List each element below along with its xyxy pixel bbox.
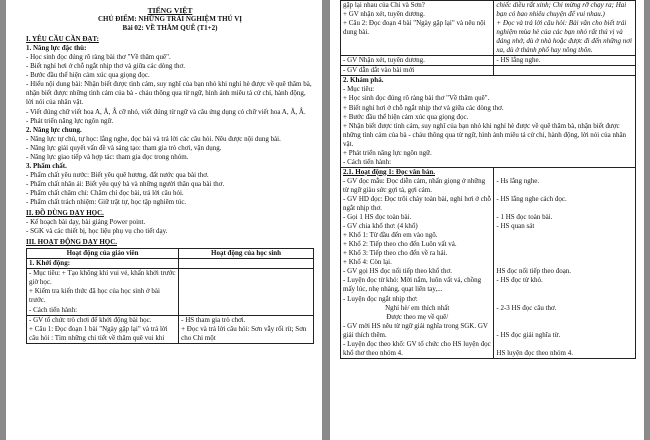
teacher-line: - Luyện đọc theo khổ: GV tổ chức cho HS luyện đọc khổ thơ theo nhóm 4. [343, 339, 491, 357]
text-line: - Viết đúng chữ viết hoa A, Ă, Â cỡ nhỏ, viết đúng từ ngữ và câu ứng dụng có chữ viết hoa A, Ă, Â. [26, 107, 306, 116]
table-cell: - GV Nhận xét, tuyên dương. [341, 56, 494, 66]
teacher-line: + Khổ 4: Còn lại. [343, 258, 392, 267]
text-line: - Phẩm chất chăm chỉ: Chăm chỉ đọc bài, trả lời câu hỏi. [26, 188, 184, 197]
text-line: - Phẩm chất nhân ái: Biết yêu quý bà và những người thân qua bài thơ. [26, 179, 225, 188]
teacher-line: Nghỉ hè/ em thích nhất [385, 303, 450, 312]
student-line [496, 258, 633, 267]
activity-table-continued [340, 0, 636, 359]
text-line: + Nhận biết được tình cảm, suy nghĩ của bạn nhỏ khi nghỉ hè được về quê thăm bà, nhận biết được những tình cảm của bà - cháu thông qua từ ngữ, hình ảnh miêu tả cử chỉ, hành động, lời nói của nhân vật. [343, 121, 627, 148]
student-line [496, 240, 633, 249]
student-line [496, 295, 633, 304]
text-line: - Năng lực tự chủ, tự học: lắng nghe, đọc bài và trả lời các câu hỏi. Nêu được nội dung bài. [26, 134, 281, 143]
subject-title: TIẾNG VIỆT [147, 6, 193, 15]
student-column-header: Hoạt động của học sinh [179, 249, 314, 259]
text-line: + Phát triển năng lực ngôn ngữ. [343, 148, 432, 157]
reading-student-lines [496, 177, 633, 358]
table-cell: gặp lại nhau của Chi và Sơn? + GV nhận xét, tuyên dương. + Câu 2: Đọc đoạn 4 bài "Ngày gặp lại" và nêu nội dung bài. [341, 1, 494, 56]
teacher-line: Được theo mẹ về quê/ [386, 312, 449, 321]
text-line: + Bước đầu thể hiện cảm xúc qua giọng đọc. [343, 112, 469, 121]
teacher-line: - GV mời HS nêu từ ngữ giải nghĩa trong SGK. GV giải thích thêm. [343, 321, 488, 339]
teacher-line: - Gọi 1 HS đọc toàn bài. [343, 213, 412, 222]
student-line: - 2-3 HS đọc câu thơ. [496, 303, 557, 312]
student-line: - HS quan sát [496, 222, 535, 231]
page-body [340, 0, 636, 440]
explore-lines [343, 85, 633, 166]
text-line: - Năng lực giao tiếp và hợp tác: tham gia đọc trong nhóm. [26, 152, 189, 161]
student-line [496, 204, 633, 213]
page-body [26, 6, 314, 440]
teacher-line: + Khổ 3: Tiếp theo cho đến về ra hái. [343, 249, 448, 258]
text-line: - Kế hoạch bài dạy, bài giảng Power point. [26, 218, 146, 227]
lesson-title: Bài 02: VỀ THĂM QUÊ (T1+2) [122, 24, 218, 33]
text-line: - Biết nghỉ hơi ở chỗ ngắt nhịp thơ và giữa các dòng thơ. [26, 62, 185, 71]
student-line [496, 231, 633, 240]
teacher-line: - Luyện đọc ngắt nhịp thơ: [343, 294, 418, 303]
teacher-line: + Khổ 1: Từ đầu đến em vào ngõ. [343, 231, 438, 240]
text-line: - Hiểu nội dung bài: Nhận biết được tình cảm, suy nghĩ của bạn nhỏ khi nghỉ hè được về quê thăm bà, nhận biết được những tình cảm của bà - cháu thông qua từ ngữ, hình ảnh miêu tả cử chỉ, hành động, lời nói của nhân vật. [26, 80, 312, 107]
activity-table [26, 248, 314, 343]
text-line: - Bước đầu thể hiện cảm xúc qua giọng đọc. [26, 71, 150, 80]
table-cell [179, 269, 314, 315]
warmup-heading: 1. Khởi động: [27, 259, 179, 269]
student-line [496, 249, 633, 258]
text-line: - Phát triển năng lực ngôn ngữ. [26, 116, 114, 125]
table-cell: chiếc diều rất xinh; Chi mừng rỡ chạy ra; Hai bạn có bao nhiêu chuyện để vui nhau.) + Đọc và trả lời câu hỏi: Bài văn cho biết trải nghiệm mùa hè của các bạn nhỏ rất thú vị và đáng nhớ, dù ở nhà hoặc được đi đến những nơi xa, dù ở thành phố hay nông thôn. [494, 1, 636, 56]
teacher-line: - Luyện đọc từ khó: Mời nắm, luôn vất vả, chồng mấy lúc, nhẹ nhàng, quạt liên tay,... [343, 276, 482, 294]
warmup-game-teacher: - GV tổ chức trò chơi để khởi động bài học. + Câu 1: Đọc đoạn 1 bài "Ngày gặp lại" và trả lời câu hỏi : Tìm những chi tiết về thăm quê vui khi [27, 315, 179, 343]
text-line: - Phẩm chất trách nhiệm: Giữ trật tự, học tập nghiêm túc. [26, 197, 187, 206]
text-line: - Năng lực giải quyết vấn đề và sáng tạo: tham gia trò chơi, vận dụng. [26, 143, 222, 152]
explore-section [341, 76, 636, 167]
section-heading: II. ĐỒ DÙNG DẠY HỌC. [26, 209, 104, 218]
student-line [496, 340, 633, 349]
text-line: - Cách tiến hành: [343, 157, 392, 166]
student-line: - 1 HS đọc toàn bài. [496, 213, 553, 222]
reading-teacher-lines [343, 177, 491, 358]
student-line: - HS đọc từ khó. [496, 276, 543, 285]
student-line [496, 186, 633, 195]
student-line: - HS đọc giải nghĩa từ. [496, 330, 561, 339]
student-line: - HS lắng nghe cách đọc. [496, 194, 567, 203]
student-line [496, 313, 633, 322]
warmup-game-student: - HS tham gia trò chơi. + Đọc và trả lời câu hỏi: Sơn vẫy rối rít; Sơn cho Chi một [179, 315, 314, 343]
text-line: + Biết nghỉ hơi ở chỗ ngắt nhịp thơ và giữa các dòng thơ. [343, 103, 504, 112]
document-page-left [6, 0, 322, 440]
table-cell: - HS lắng nghe. [494, 56, 636, 66]
section-heading: III. HOẠT ĐỘNG DẠY HỌC. [26, 238, 118, 247]
teacher-line: - GV gọi HS đọc nối tiếp theo khổ thơ. [343, 267, 452, 276]
section-heading: I. YÊU CẦU CẦN ĐẠT: [26, 35, 99, 44]
student-line: HS đọc nối tiếp theo đoạn. [496, 267, 572, 276]
student-line: - Hs lắng nghe. [496, 176, 540, 185]
text-line: - Phẩm chất yêu nước: Biết yêu quê hương, đất nước qua bài thơ. [26, 170, 209, 179]
table-cell: - GV dẫn dắt vào bài mới [341, 66, 494, 76]
theme-title: CHỦ ĐIỂM: NHỮNG TRẢI NGHIỆM THÚ VỊ [97, 15, 243, 24]
teacher-line: + Khổ 2: Tiếp theo cho đến Luôn vất vả. [343, 240, 457, 249]
reading-teacher-cell [341, 167, 494, 358]
student-line [496, 285, 633, 294]
table-cell [494, 66, 636, 76]
teacher-line: - GV đọc mẫu: Đọc diễn cảm, nhấn giọng ở những từ ngữ giàu sức gợi tả, gợi cảm. [343, 176, 486, 194]
teacher-line: - GV chia khổ thơ: (4 khổ) [343, 222, 418, 231]
student-line [496, 322, 633, 331]
explore-title: 2. Khám phá. [343, 76, 384, 85]
text-line: - Học sinh đọc đúng rõ ràng bài thơ "Về thăm quê". [26, 53, 171, 62]
objectives-block [26, 35, 314, 247]
text-line: - Mục tiêu: [343, 85, 375, 94]
table-cell [179, 259, 314, 269]
text-line: - SGK và các thiết bị, học liệu phụ vụ cho tiết dạy. [26, 227, 168, 236]
warmup-objectives: - Mục tiêu: + Tạo không khí vui vẻ, khấn khởi trước giờ học. + Kiểm tra kiến thức đã học của học sinh ở bài trước. - Cách tiến hành: [27, 269, 179, 315]
section-heading: 1. Năng lực đặc thù: [26, 44, 87, 53]
reading-activity-title: 2.1. Hoạt động 1: Đọc văn bản. [343, 167, 435, 176]
teacher-line: - GV HD đọc: Đọc trôi chảy toàn bài, nghỉ hơi ở chỗ ngắt nhịp thơ. [343, 194, 491, 213]
section-heading: 3. Phẩm chất. [26, 161, 67, 170]
text-line: + Học sinh đọc đúng rõ ràng bài thơ "Về thăm quê". [343, 94, 490, 103]
reading-student-cell [494, 167, 636, 358]
student-line: HS luyện đọc theo nhóm 4. [496, 348, 573, 357]
teacher-column-header: Hoạt động của giáo viên [27, 249, 179, 259]
section-heading: 2. Năng lực chung. [26, 125, 82, 134]
document-page-right [330, 0, 644, 440]
